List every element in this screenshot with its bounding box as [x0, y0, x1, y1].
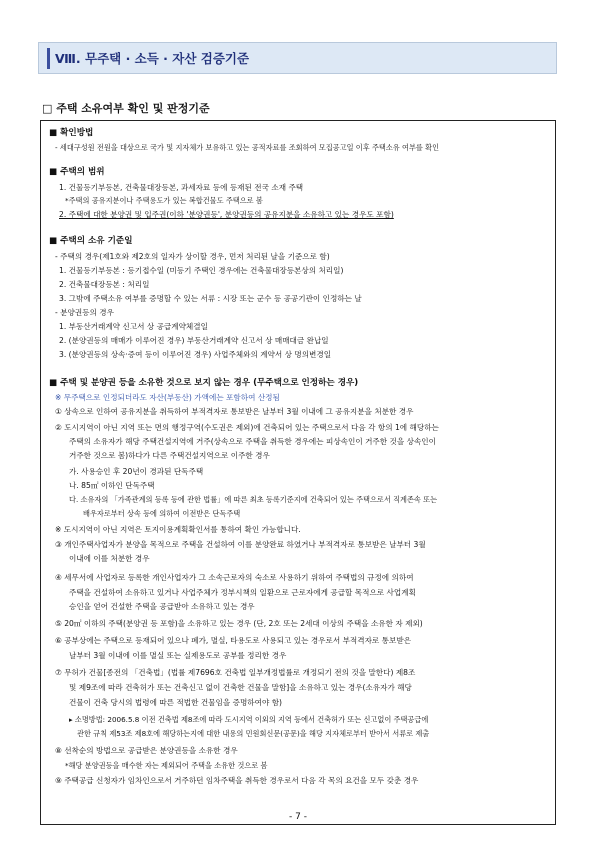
- exempt-case-9: ⑨ 주택공급 신청자가 임차인으로서 거주하던 임차주택을 취득한 경우로서 다음 각 목의 요건을 모두 갖춘 경우: [55, 776, 419, 785]
- scope-item-1: 1. 건물등기부등본, 건축물대장등본, 과세자료 등에 등재된 전국 소재 주택: [59, 183, 304, 192]
- exempt-case-7-line2: 및 제9조에 따라 건축허가 또는 건축신고 없이 건축한 건물을 말함]을 소유하고 있는 경우(소유자가 해당: [69, 683, 412, 692]
- exempt-case-7-line3: 건물이 건축 당시의 법령에 따른 적법한 건물임을 증명하여야 함): [69, 698, 282, 707]
- basis-house-3: 3. 그밖에 주택소유 여부를 증명할 수 있는 서류 : 시장 또는 군수 등 공공기관이 인정하는 날: [59, 294, 362, 303]
- exempt-case-7-note-line1: ▸ 소명방법: 2006.5.8 이전 건축법 제8조에 따라 도시지역 이외의 지역 등에서 건축허가 또는 신고없이 주택공급에: [69, 715, 429, 724]
- content-box: [40, 120, 556, 825]
- exempt-case-3-line2: 이내에 이를 처분한 경우: [69, 554, 150, 563]
- exempt-case-8-note: *해당 분양권등을 매수한 자는 제외되어 주택을 소유한 것으로 봄: [65, 761, 268, 770]
- exempt-case-4-line2: 주택을 건설하여 소유하고 있거나 사업주체가 정부시책의 일환으로 근로자에게 공급할 목적으로 사업계획: [69, 588, 416, 597]
- exempt-heading: ■ 주택 및 분양권 등을 소유한 것으로 보지 않는 경우 (무주택으로 인정하는 경우): [49, 378, 359, 388]
- basis-rights-1: 1. 부동산거래계약 신고서 상 공급계약체결일: [59, 322, 208, 331]
- header-accent-bar: [47, 48, 50, 69]
- exempt-note: ※ 무주택으로 인정되더라도 자산(부동산) 가액에는 포함하여 산정됨: [55, 393, 280, 402]
- basis-house-2: 2. 건축물대장등본 : 처리일: [59, 280, 150, 289]
- exempt-case-4-line1: ④ 세무서에 사업자로 등록한 개인사업자가 그 소속근로자의 숙소로 사용하기 위하여 주택법의 규정에 의하여: [55, 573, 414, 582]
- method-heading: ■ 확인방법: [49, 128, 94, 138]
- chapter-header: [38, 42, 557, 74]
- section-title: □ 주택 소유여부 확인 및 판정기준: [42, 102, 210, 115]
- page-number: - 7 -: [289, 812, 307, 822]
- exempt-case-6-line1: ⑥ 공부상에는 주택으로 등재되어 있으나 폐가, 멸실, 타용도로 사용되고 있는 경우로서 부적격자로 통보받은: [55, 636, 412, 645]
- exempt-case-2-line1: ② 도시지역이 아닌 지역 또는 면의 행정구역(수도권은 제외)에 건축되어 있는 주택으로서 다음 각 항의 1에 해당하는: [55, 423, 439, 432]
- basis-rights-2: 2. (분양권등의 매매가 이루어진 경우) 부동산거래계약 신고서 상 매매대금 완납일: [59, 336, 329, 345]
- exempt-case-8: ⑧ 선착순의 방법으로 공급받은 분양권등을 소유한 경우: [55, 746, 238, 755]
- exempt-case-2-da-line1: 다. 소유자의 「가족관계의 등록 등에 관한 법률」에 따른 최초 등록기준지에 건축되어 있는 주택으로서 직계존속 또는: [69, 495, 438, 504]
- exempt-case-1: ① 상속으로 인하여 공유지분을 취득하여 부적격자로 통보받은 날부터 3월 이내에 그 공유지분을 처분한 경우: [55, 407, 414, 416]
- exempt-case-6-line2: 날부터 3월 이내에 이를 멸실 또는 실제용도로 공부를 정리한 경우: [69, 651, 287, 660]
- scope-note-1: *주택의 공유지분이나 주택용도가 있는 복합건물도 주택으로 봄: [65, 196, 263, 205]
- exempt-case-2-line3: 거주한 것으로 봄)하다가 다른 주택건설지역으로 이주한 경우: [69, 451, 270, 460]
- exempt-case-5: ⑤ 20㎡ 이하의 주택(분양권 등 포함)을 소유하고 있는 경우 (단, 2호 또는 2세대 이상의 주택을 소유한 자 제외): [55, 619, 423, 628]
- exempt-case-7-line1: ⑦ 무허가 건물[종전의 「건축법」(법률 제7696호 건축법 일부개정법률로 개정되기 전의 것을 말한다) 제8조: [55, 668, 416, 677]
- basis-intro-rights: - 분양권등의 경우: [55, 308, 114, 317]
- method-text: - 세대구성원 전원을 대상으로 국가 및 지자체가 보유하고 있는 공적자료를 조회하여 모집공고일 이후 주택소유 여부를 확인: [55, 143, 440, 152]
- exempt-case-2-da-line2: 배우자로부터 상속 등에 의하여 이전받은 단독주택: [83, 509, 241, 518]
- exempt-case-3-line1: ③ 개인주택사업자가 분양을 목적으로 주택을 건설하여 이를 분양완료 하였거나 부적격자로 통보받은 날부터 3월: [55, 540, 426, 549]
- chapter-title: Ⅷ. 무주택 · 소득 · 자산 검증기준: [55, 51, 250, 66]
- basis-heading: ■ 주택의 소유 기준일: [49, 236, 133, 246]
- basis-house-1: 1. 건물등기부등본 : 등기접수일 (미등기 주택인 경우에는 건축물대장등본상의 처리일): [59, 266, 344, 275]
- exempt-note-2: ※ 도시지역이 아닌 지역은 토지이용계획확인서를 통하여 확인 가능합니다.: [55, 525, 301, 534]
- scope-item-2: 2. 주택에 대한 분양권 및 입주권(이하 '분양권등', 분양권등의 공유지분을 소유하고 있는 경우도 포함): [59, 210, 394, 219]
- exempt-case-2-line2: 주택의 소유자가 해당 주택건설지역에 거주(상속으로 주택을 취득한 경우에는 피상속인이 거주한 것을 상속인이: [69, 437, 436, 446]
- exempt-case-2-na: 나. 85㎡ 이하인 단독주택: [69, 481, 155, 490]
- scope-heading: ■ 주택의 범위: [49, 167, 105, 177]
- exempt-case-2-ga: 가. 사용승인 후 20년이 경과된 단독주택: [69, 467, 204, 476]
- exempt-case-4-line3: 승인을 얻어 건설한 주택을 공급받아 소유하고 있는 경우: [69, 602, 255, 611]
- basis-rights-3: 3. (분양권등의 상속·증여 등이 이루어진 경우) 사업주체와의 계약서 상 명의변경일: [59, 350, 332, 359]
- basis-intro-house: - 주택의 경우(제1호와 제2호의 일자가 상이할 경우, 먼저 처리된 날을 기준으로 함): [55, 252, 330, 261]
- exempt-case-7-note-line2: 관한 규칙 제53조 제8호에 해당하는지에 대한 내용의 민원회신문(공문)을 해당 지자체로부터 받아서 서류로 제출: [77, 729, 430, 738]
